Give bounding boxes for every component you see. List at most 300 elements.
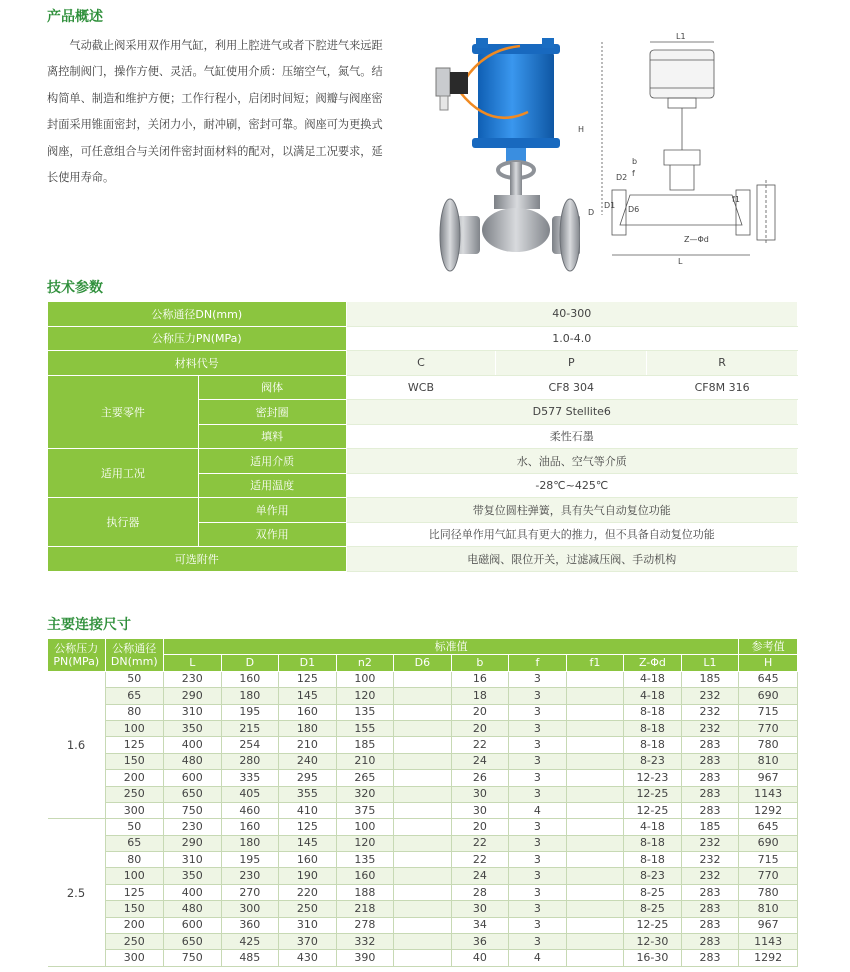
cell-l: 650 <box>164 786 222 802</box>
cell-l1: 283 <box>681 917 739 933</box>
dims-col-h: H <box>739 655 798 671</box>
cell-b: 34 <box>451 917 509 933</box>
cell-dn: 80 <box>105 852 164 868</box>
cell-h: 810 <box>739 753 798 769</box>
cell-l1: 232 <box>681 852 739 868</box>
cell-f: 3 <box>509 868 567 884</box>
table-row <box>48 950 798 966</box>
cell-f: 3 <box>509 835 567 851</box>
cell-f1 <box>566 852 624 868</box>
overview-text: 气动截止阀采用双作用气缸，利用上腔进气或者下腔进气来远距离控制阀门，操作方便、灵活。气缸使用介质：压缩空气，氮气。结构简单、制造和维护方便；工作行程小，启闭时间短；阀瓣与阀座密封面采用锥面密封，关闭力小，耐冲刷，密封可靠。阀座可为更换式阀座，可任意组合与关闭件密封面材料的配对，以满足工况要求，延长使用寿命。 <box>47 39 383 185</box>
cell-b: 40 <box>451 950 509 966</box>
cell-z-d: 12-25 <box>624 917 682 933</box>
cell-d6 <box>394 819 452 835</box>
dims-header-standard: 标准值 <box>164 639 739 655</box>
drawing-label-l1: L1 <box>676 32 686 41</box>
dims-title: 主要连接尺寸 <box>47 617 131 633</box>
spec-seal-value: D577 Stellite6 <box>346 400 797 425</box>
cell-h: 715 <box>739 852 798 868</box>
drawing-label-f: f <box>632 169 635 178</box>
cell-f: 3 <box>509 786 567 802</box>
cell-n2: 218 <box>336 901 394 917</box>
cell-h: 1143 <box>739 934 798 950</box>
cell-n2: 278 <box>336 917 394 933</box>
cell-d: 180 <box>221 688 279 704</box>
cell-d6 <box>394 671 452 687</box>
cell-d: 405 <box>221 786 279 802</box>
cell-h: 967 <box>739 770 798 786</box>
cell-d: 360 <box>221 917 279 933</box>
cell-z-d: 16-30 <box>624 950 682 966</box>
cell-d6 <box>394 950 452 966</box>
cell-dn: 100 <box>105 868 164 884</box>
spec-material-label: 材料代号 <box>48 351 347 376</box>
cell-l: 230 <box>164 671 222 687</box>
cell-n2: 160 <box>336 868 394 884</box>
table-row <box>48 901 798 917</box>
cell-f: 3 <box>509 901 567 917</box>
cell-l: 400 <box>164 737 222 753</box>
cell-d6 <box>394 901 452 917</box>
cell-dn: 200 <box>105 770 164 786</box>
cell-l1: 283 <box>681 901 739 917</box>
cell-d1: 125 <box>279 819 337 835</box>
cell-l: 600 <box>164 917 222 933</box>
dims-col-n2: n2 <box>336 655 394 671</box>
cell-l: 310 <box>164 704 222 720</box>
spec-packing-label: 填料 <box>198 424 346 449</box>
cell-d: 335 <box>221 770 279 786</box>
cell-d: 195 <box>221 704 279 720</box>
spec-mat-p: P <box>496 351 647 376</box>
cell-h: 780 <box>739 737 798 753</box>
cell-d1: 295 <box>279 770 337 786</box>
spec-option-label: 可选附件 <box>48 547 347 572</box>
cell-n2: 332 <box>336 934 394 950</box>
cell-dn: 50 <box>105 819 164 835</box>
cell-h: 1143 <box>739 786 798 802</box>
cell-b: 20 <box>451 819 509 835</box>
drawing-label-f1: f1 <box>732 195 740 204</box>
cell-z-d: 8-25 <box>624 901 682 917</box>
cell-l1: 232 <box>681 868 739 884</box>
drawing-label-zd: Z—Φd <box>684 235 709 244</box>
spec-body-p: CF8 304 <box>496 375 647 400</box>
cell-dn: 65 <box>105 688 164 704</box>
spec-double-label: 双作用 <box>198 522 346 547</box>
cell-dn: 250 <box>105 786 164 802</box>
cell-h: 1292 <box>739 802 798 818</box>
drawing-label-d: D <box>588 208 595 217</box>
cell-h: 770 <box>739 868 798 884</box>
cell-b: 30 <box>451 901 509 917</box>
cell-f1 <box>566 737 624 753</box>
cell-b: 30 <box>451 786 509 802</box>
cell-b: 22 <box>451 835 509 851</box>
cell-h: 780 <box>739 884 798 900</box>
cell-h: 967 <box>739 917 798 933</box>
spec-body-label: 阀体 <box>198 375 346 400</box>
spec-working-label: 适用工况 <box>48 449 199 498</box>
spec-pn-label: 公称压力PN(MPa) <box>48 326 347 351</box>
cell-l1: 283 <box>681 802 739 818</box>
cell-z-d: 8-18 <box>624 737 682 753</box>
cell-z-d: 8-23 <box>624 868 682 884</box>
cell-z-d: 4-18 <box>624 671 682 687</box>
cell-l1: 283 <box>681 950 739 966</box>
cell-d: 270 <box>221 884 279 900</box>
dims-col-l: L <box>164 655 222 671</box>
cell-b: 20 <box>451 704 509 720</box>
spec-parts-label: 主要零件 <box>48 375 199 449</box>
table-row <box>48 720 798 736</box>
cell-n2: 100 <box>336 671 394 687</box>
cell-n2: 155 <box>336 720 394 736</box>
cell-d: 215 <box>221 720 279 736</box>
cell-f1 <box>566 753 624 769</box>
cell-l: 480 <box>164 901 222 917</box>
table-row <box>48 917 798 933</box>
dims-col-d6: D6 <box>394 655 452 671</box>
cell-z-d: 12-25 <box>624 802 682 818</box>
cell-d: 230 <box>221 868 279 884</box>
drawing-label-d1: D1 <box>604 201 616 210</box>
cell-f1 <box>566 786 624 802</box>
cell-n2: 375 <box>336 802 394 818</box>
cell-z-d: 8-18 <box>624 835 682 851</box>
table-row <box>48 802 798 818</box>
table-row <box>48 671 798 687</box>
cell-l1: 283 <box>681 753 739 769</box>
cell-d1: 355 <box>279 786 337 802</box>
table-row <box>48 688 798 704</box>
cell-b: 16 <box>451 671 509 687</box>
table-row <box>48 786 798 802</box>
cell-d6 <box>394 884 452 900</box>
cell-l1: 232 <box>681 720 739 736</box>
cell-f1 <box>566 671 624 687</box>
specs-title: 技术参数 <box>47 280 103 296</box>
cell-f: 3 <box>509 704 567 720</box>
cell-l: 310 <box>164 852 222 868</box>
drawing-label-h: H <box>578 125 585 134</box>
cell-b: 22 <box>451 852 509 868</box>
cell-n2: 185 <box>336 737 394 753</box>
cell-h: 645 <box>739 819 798 835</box>
cell-d6 <box>394 917 452 933</box>
cell-f: 3 <box>509 819 567 835</box>
table-row <box>48 835 798 851</box>
spec-temp-value: -28℃~425℃ <box>346 473 797 498</box>
cell-f: 3 <box>509 753 567 769</box>
cell-f: 3 <box>509 934 567 950</box>
cell-d1: 220 <box>279 884 337 900</box>
cell-l1: 283 <box>681 884 739 900</box>
cell-n2: 188 <box>336 884 394 900</box>
cell-f1 <box>566 917 624 933</box>
spec-dn-value: 40-300 <box>346 302 797 327</box>
cell-l: 400 <box>164 884 222 900</box>
cell-l1: 185 <box>681 819 739 835</box>
cell-z-d: 8-18 <box>624 852 682 868</box>
cell-d1: 240 <box>279 753 337 769</box>
cell-l: 290 <box>164 688 222 704</box>
cell-f1 <box>566 884 624 900</box>
cell-b: 22 <box>451 737 509 753</box>
spec-option-value: 电磁阀、限位开关，过滤减压阀、手动机构 <box>346 547 797 572</box>
cell-dn: 100 <box>105 720 164 736</box>
cell-d6 <box>394 704 452 720</box>
cell-f: 3 <box>509 737 567 753</box>
cell-f1 <box>566 835 624 851</box>
cell-d1: 160 <box>279 852 337 868</box>
dims-col-d: D <box>221 655 279 671</box>
cell-l: 350 <box>164 720 222 736</box>
cell-f: 3 <box>509 770 567 786</box>
cell-dn: 150 <box>105 753 164 769</box>
cell-n2: 390 <box>336 950 394 966</box>
pn-group-2.5: 2.5 <box>48 819 106 967</box>
cell-f: 3 <box>509 720 567 736</box>
cell-h: 1292 <box>739 950 798 966</box>
cell-l1: 185 <box>681 671 739 687</box>
cell-d6 <box>394 868 452 884</box>
cell-f1 <box>566 802 624 818</box>
table-row <box>48 704 798 720</box>
dims-col-b: b <box>451 655 509 671</box>
cell-l: 290 <box>164 835 222 851</box>
cell-l1: 232 <box>681 835 739 851</box>
cell-f1 <box>566 770 624 786</box>
cell-d6 <box>394 835 452 851</box>
cell-dn: 125 <box>105 884 164 900</box>
spec-dn-label: 公称通径DN(mm) <box>48 302 347 327</box>
cell-l1: 283 <box>681 934 739 950</box>
dims-col-d1: D1 <box>279 655 337 671</box>
cell-d6 <box>394 934 452 950</box>
spec-table <box>47 301 798 572</box>
spec-packing-value: 柔性石墨 <box>346 424 797 449</box>
cell-d1: 370 <box>279 934 337 950</box>
drawing-label-b: b <box>632 157 638 166</box>
spec-medium-value: 水、油品、空气等介质 <box>346 449 797 474</box>
cell-f1 <box>566 901 624 917</box>
spec-body-c: WCB <box>346 375 496 400</box>
cell-n2: 135 <box>336 704 394 720</box>
cell-l: 650 <box>164 934 222 950</box>
cell-z-d: 4-18 <box>624 819 682 835</box>
cell-d: 160 <box>221 671 279 687</box>
cell-d: 460 <box>221 802 279 818</box>
cell-z-d: 8-18 <box>624 704 682 720</box>
cell-f: 3 <box>509 917 567 933</box>
table-row <box>48 819 798 835</box>
cell-l: 480 <box>164 753 222 769</box>
cell-d: 280 <box>221 753 279 769</box>
cell-d1: 160 <box>279 704 337 720</box>
cell-f: 4 <box>509 802 567 818</box>
cell-l1: 283 <box>681 786 739 802</box>
dimension-table-body <box>48 671 798 966</box>
cell-d: 425 <box>221 934 279 950</box>
cell-f: 3 <box>509 852 567 868</box>
cell-d1: 190 <box>279 868 337 884</box>
cell-d: 254 <box>221 737 279 753</box>
cell-b: 26 <box>451 770 509 786</box>
dims-col-l1: L1 <box>681 655 739 671</box>
cell-z-d: 8-23 <box>624 753 682 769</box>
spec-temp-label: 适用温度 <box>198 473 346 498</box>
cell-dn: 50 <box>105 671 164 687</box>
cell-d1: 310 <box>279 917 337 933</box>
spec-medium-label: 适用介质 <box>198 449 346 474</box>
cell-f1 <box>566 688 624 704</box>
spec-actuator-label: 执行器 <box>48 498 199 547</box>
spec-double-value: 比同径单作用气缸具有更大的推力，但不具备自动复位功能 <box>346 522 797 547</box>
valve-photo <box>420 30 580 275</box>
cell-n2: 210 <box>336 753 394 769</box>
cell-l: 750 <box>164 802 222 818</box>
cell-d6 <box>394 720 452 736</box>
cell-d: 160 <box>221 819 279 835</box>
cell-z-d: 12-23 <box>624 770 682 786</box>
cell-f1 <box>566 868 624 884</box>
cell-h: 810 <box>739 901 798 917</box>
cell-d: 300 <box>221 901 279 917</box>
cell-h: 715 <box>739 704 798 720</box>
cell-h: 690 <box>739 835 798 851</box>
dims-col-z-d: Z-Φd <box>624 655 682 671</box>
spec-mat-r: R <box>647 351 798 376</box>
cell-b: 18 <box>451 688 509 704</box>
cell-d1: 430 <box>279 950 337 966</box>
drawing-label-d6: D6 <box>628 205 640 214</box>
cell-d6 <box>394 753 452 769</box>
cell-l1: 283 <box>681 770 739 786</box>
cell-d1: 210 <box>279 737 337 753</box>
spec-single-value: 带复位圆柱弹簧，具有失气自动复位功能 <box>346 498 797 523</box>
cell-b: 28 <box>451 884 509 900</box>
cell-n2: 320 <box>336 786 394 802</box>
cell-d: 485 <box>221 950 279 966</box>
cell-f1 <box>566 704 624 720</box>
spec-mat-c: C <box>346 351 496 376</box>
cell-f1 <box>566 950 624 966</box>
cell-z-d: 4-18 <box>624 688 682 704</box>
cell-f: 3 <box>509 688 567 704</box>
cell-d1: 145 <box>279 835 337 851</box>
table-row <box>48 852 798 868</box>
cell-dn: 150 <box>105 901 164 917</box>
cell-h: 770 <box>739 720 798 736</box>
dims-col-f1: f1 <box>566 655 624 671</box>
cell-z-d: 12-25 <box>624 786 682 802</box>
dims-header-dn: 公称通径 DN(mm) <box>105 639 164 672</box>
spec-body-r: CF8M 316 <box>647 375 798 400</box>
cell-dn: 300 <box>105 802 164 818</box>
table-row <box>48 737 798 753</box>
cell-d6 <box>394 852 452 868</box>
cell-b: 20 <box>451 720 509 736</box>
cell-f: 3 <box>509 884 567 900</box>
cell-h: 690 <box>739 688 798 704</box>
cell-n2: 100 <box>336 819 394 835</box>
dims-col-f: f <box>509 655 567 671</box>
cell-dn: 200 <box>105 917 164 933</box>
cell-f: 3 <box>509 671 567 687</box>
pn-group-1.6: 1.6 <box>48 671 106 819</box>
drawing-label-d2: D2 <box>616 173 628 182</box>
cell-h: 645 <box>739 671 798 687</box>
cell-z-d: 12-30 <box>624 934 682 950</box>
dims-header-pn: 公称压力 PN(MPa) <box>48 639 106 672</box>
cell-f1 <box>566 720 624 736</box>
overview-title: 产品概述 <box>47 9 103 25</box>
drawing-label-l: L <box>678 257 683 266</box>
cell-d6 <box>394 802 452 818</box>
cell-d6 <box>394 770 452 786</box>
valve-dimension-drawing <box>572 30 812 275</box>
cell-d: 180 <box>221 835 279 851</box>
cell-b: 36 <box>451 934 509 950</box>
cell-d1: 250 <box>279 901 337 917</box>
cell-b: 24 <box>451 753 509 769</box>
cell-d1: 410 <box>279 802 337 818</box>
table-row <box>48 770 798 786</box>
cell-f1 <box>566 819 624 835</box>
cell-d1: 125 <box>279 671 337 687</box>
cell-l: 230 <box>164 819 222 835</box>
cell-z-d: 8-25 <box>624 884 682 900</box>
cell-n2: 135 <box>336 852 394 868</box>
cell-f1 <box>566 934 624 950</box>
cell-n2: 120 <box>336 688 394 704</box>
table-row <box>48 868 798 884</box>
cell-l1: 232 <box>681 704 739 720</box>
cell-l: 350 <box>164 868 222 884</box>
cell-l1: 283 <box>681 737 739 753</box>
dimension-table <box>47 638 798 967</box>
cell-l1: 232 <box>681 688 739 704</box>
table-row <box>48 753 798 769</box>
cell-dn: 65 <box>105 835 164 851</box>
cell-l: 750 <box>164 950 222 966</box>
cell-b: 24 <box>451 868 509 884</box>
cell-b: 30 <box>451 802 509 818</box>
cell-f: 4 <box>509 950 567 966</box>
table-row <box>48 934 798 950</box>
cell-dn: 250 <box>105 934 164 950</box>
cell-d1: 180 <box>279 720 337 736</box>
table-row <box>48 884 798 900</box>
cell-dn: 300 <box>105 950 164 966</box>
spec-seal-label: 密封圈 <box>198 400 346 425</box>
cell-d6 <box>394 786 452 802</box>
cell-l: 600 <box>164 770 222 786</box>
cell-d6 <box>394 737 452 753</box>
cell-d6 <box>394 688 452 704</box>
cell-z-d: 8-18 <box>624 720 682 736</box>
cell-n2: 120 <box>336 835 394 851</box>
cell-d: 195 <box>221 852 279 868</box>
cell-dn: 125 <box>105 737 164 753</box>
dims-header-reference: 参考值 <box>739 639 798 655</box>
cell-n2: 265 <box>336 770 394 786</box>
spec-single-label: 单作用 <box>198 498 346 523</box>
spec-pn-value: 1.0-4.0 <box>346 326 797 351</box>
cell-d1: 145 <box>279 688 337 704</box>
cell-dn: 80 <box>105 704 164 720</box>
